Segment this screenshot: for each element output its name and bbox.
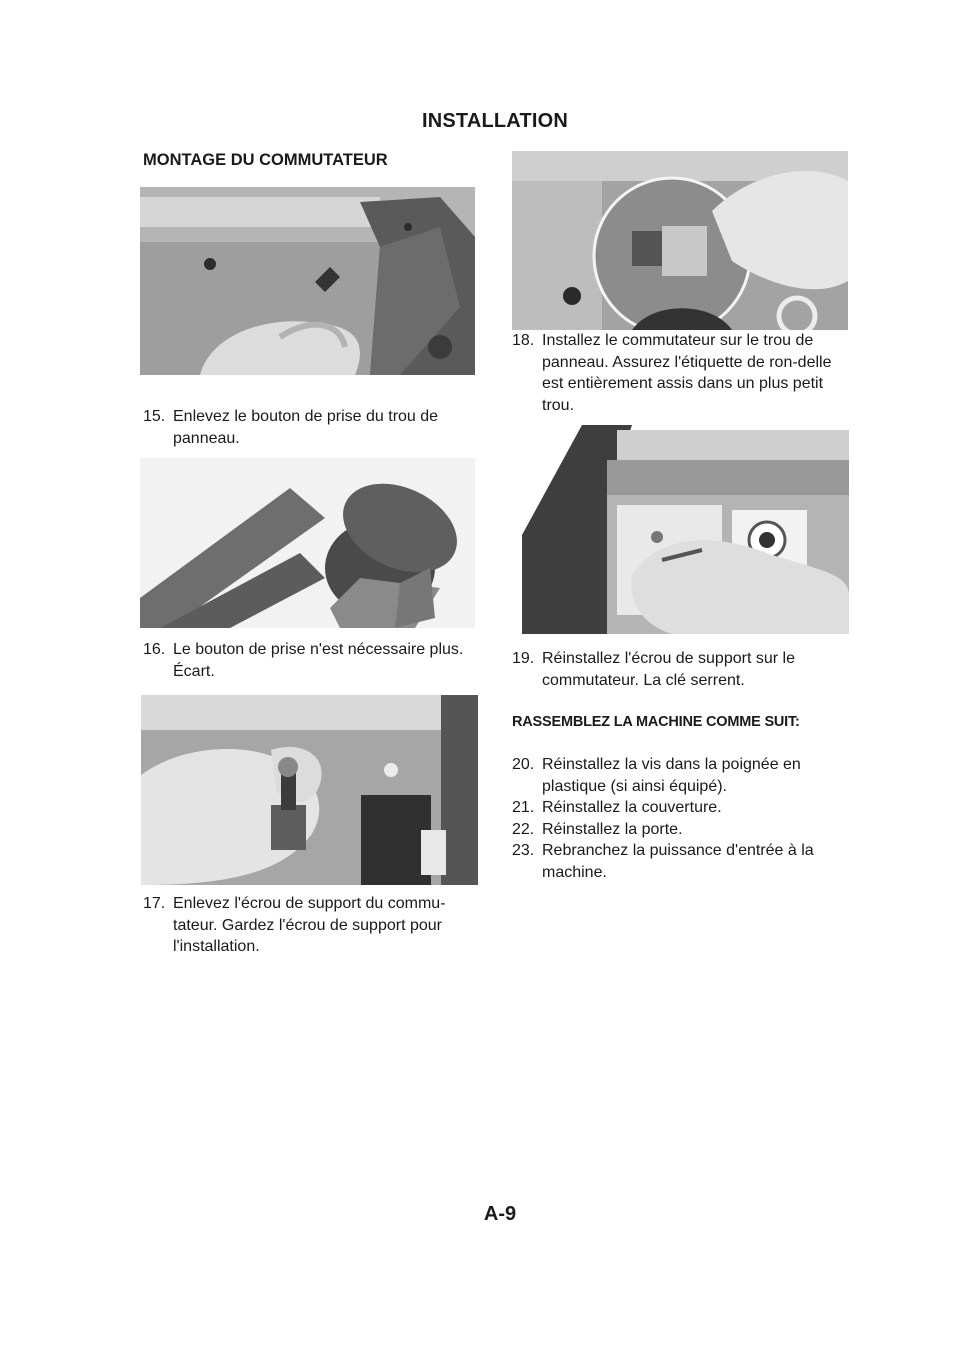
step-item <box>512 330 852 416</box>
page-number: A-9 <box>483 1203 517 1225</box>
step-item <box>143 639 478 682</box>
step-text: Le bouton de prise n'est nécessaire plus. Écart. <box>173 641 464 680</box>
step-text: Réinstallez la couverture. <box>542 799 722 816</box>
photo-plug-button-pliers <box>140 458 475 628</box>
section-title: MONTAGE DU COMMUTATEUR <box>143 151 388 169</box>
step-item <box>143 406 478 449</box>
step-number: 22. <box>512 820 535 838</box>
reassembly-steps <box>512 754 852 883</box>
step-number: 16. <box>143 641 166 658</box>
step-number: 17. <box>143 895 166 912</box>
step-item <box>512 754 852 797</box>
photo-remove-plug-button <box>140 187 475 375</box>
step-number: 23. <box>512 842 535 859</box>
step-number: 21. <box>512 799 535 816</box>
step-item <box>512 797 852 819</box>
step-number: 19. <box>512 650 535 667</box>
step-number: 15. <box>143 408 166 425</box>
step-item <box>512 648 852 691</box>
step-item <box>512 819 852 841</box>
step-text: Rebranchez la puissance d'entrée à la machine. <box>542 842 814 881</box>
step-number: 20. <box>512 756 535 773</box>
photo-install-switch <box>512 151 848 330</box>
step-number: 18. <box>512 332 535 349</box>
step-item <box>143 893 478 958</box>
step-item <box>512 840 852 883</box>
photo-tighten-support-nut <box>522 425 849 634</box>
subsection-title: RASSEMBLEZ LA MACHINE COMME SUIT: <box>512 714 800 730</box>
photo-switch-support-nut <box>141 695 478 885</box>
step-text: Enlevez l'écrou de support du commu-tateur. Gardez l'écrou de support pour l'installation. <box>173 895 446 955</box>
step-text: Enlevez le bouton de prise du trou de panneau. <box>173 408 439 447</box>
step-text: Réinstallez l'écrou de support sur le commutateur. La clé serrent. <box>542 650 795 689</box>
page-title: INSTALLATION <box>421 110 569 132</box>
step-text: Réinstallez la vis dans la poignée en plastique (si ainsi équipé). <box>542 756 801 795</box>
step-text: Installez le commutateur sur le trou de panneau. Assurez l'étiquette de ron-delle est entièrement assis dans un plus petit trou. <box>542 332 832 414</box>
step-text: Réinstallez la porte. <box>542 820 683 838</box>
